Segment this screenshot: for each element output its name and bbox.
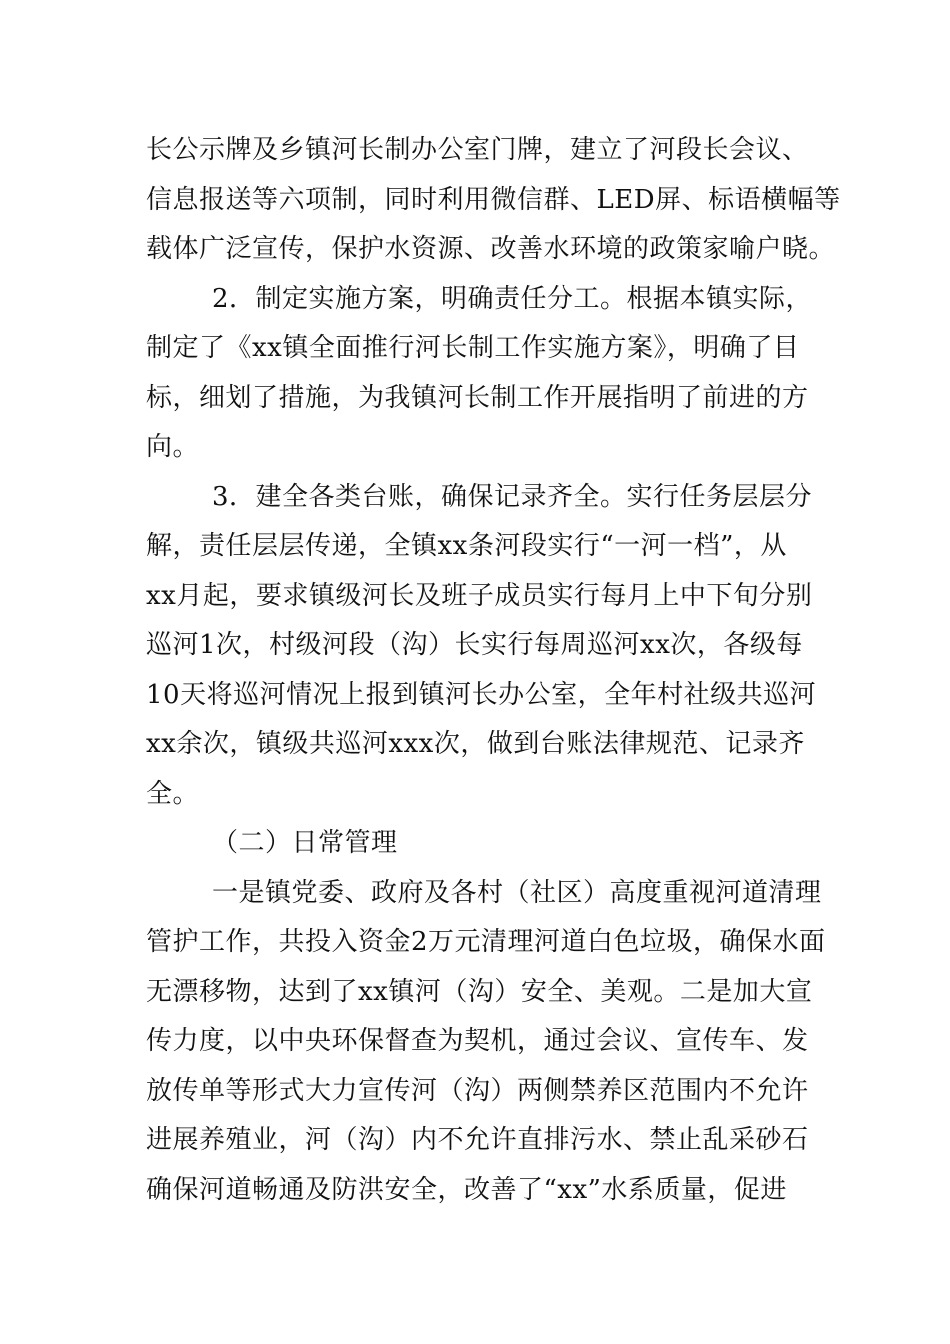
text-line: 放传单等形式大力宣传河（沟）两侧禁养区范围内不允许 <box>146 1075 809 1106</box>
text-line: 信息报送等六项制，同时利用微信群、LED屏、标语横幅等 <box>146 184 841 215</box>
paragraph-heading-2: 2．制定实施方案，明确责任分工。根据本镇实际， <box>212 283 813 314</box>
text-line: 载体广泛宣传，保护水资源、改善水环境的政策家喻户晓。 <box>146 234 836 264</box>
text-line: xx月起，要求镇级河长及班子成员实行每月上中下旬分别 <box>146 580 813 611</box>
text-line: 巡河1次，村级河段（沟）长实行每周巡河xx次，各级每 <box>146 630 803 660</box>
text-line: 进展养殖业，河（沟）内不允许直排污水、禁止乱采砂石 <box>146 1125 809 1155</box>
text-line: 全。 <box>146 778 200 809</box>
text-line: 长公示牌及乡镇河长制办公室门牌，建立了河段长会议、 <box>146 135 809 165</box>
text-line: 制定了《xx镇全面推行河长制工作实施方案》，明确了目 <box>146 333 800 363</box>
document-body <box>146 126 841 1215</box>
text-line: 10天将巡河情况上报到镇河长办公室，全年村社级共巡河 <box>146 679 817 710</box>
text-line: 向。 <box>146 432 200 462</box>
text-line: 管护工作，共投入资金2万元清理河道白色垃圾，确保水面 <box>146 927 826 957</box>
text-line: 无漂移物，达到了xx镇河（沟）安全、美观。二是加大宣 <box>146 976 813 1007</box>
text-line: 解，责任层层传递，全镇xx条河段实行“一河一档”，从 <box>146 531 787 561</box>
paragraph-heading-3: 3．建全各类台账，确保记录齐全。实行任务层层分 <box>212 481 813 512</box>
section-heading: （二）日常管理 <box>212 828 398 858</box>
paragraph-start: 一是镇党委、政府及各村（社区）高度重视河道清理 <box>212 877 822 908</box>
text-line: 标，细划了措施，为我镇河长制工作开展指明了前进的方 <box>146 382 809 413</box>
text-line: xx余次，镇级共巡河xxx次，做到台账法律规范、记录齐 <box>146 729 805 759</box>
text-line: 确保河道畅通及防洪安全，改善了“xx”水系质量，促进 <box>146 1174 787 1205</box>
text-line: 传力度，以中央环保督查为契机，通过会议、宣传车、发 <box>146 1026 809 1056</box>
